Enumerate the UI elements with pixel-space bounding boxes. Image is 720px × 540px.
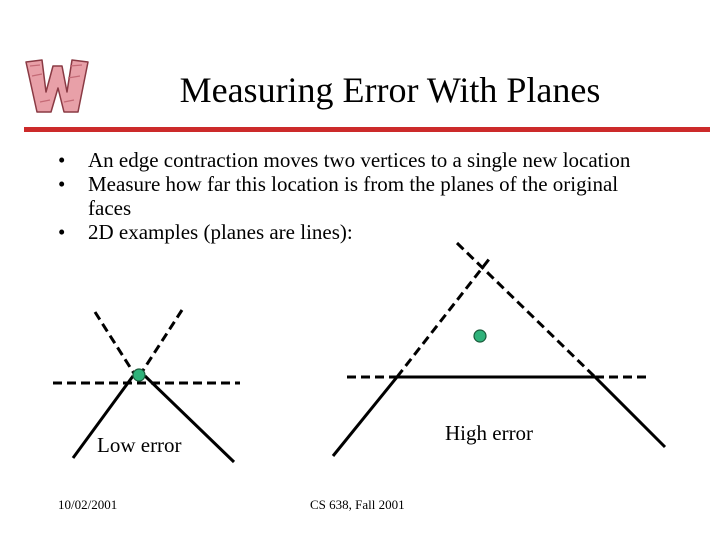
low-new-vertex [133,369,145,381]
bullet-text: 2D examples (planes are lines): [88,220,353,244]
bullet-dot-icon: • [58,172,66,196]
bullet-dot-icon: • [58,220,66,244]
high-face-right [595,377,665,447]
footer-course: CS 638, Fall 2001 [310,497,405,512]
low-plane-extension-left [95,312,135,375]
low-plane-extension-right [142,310,182,372]
high-new-vertex [474,330,486,342]
high-plane-extension-left [397,258,490,377]
bullet-text: An edge contraction moves two vertices to a single new location [88,148,631,172]
footer-date: 10/02/2001 [58,497,118,512]
high-face-left [333,377,397,456]
high-plane-extension-right [457,243,595,377]
bullet-dot-icon: • [58,148,66,172]
bullet-text: Measure how far this location is from the planes of the original faces [88,172,619,220]
high-error-label: High error [445,421,534,445]
slide-title: Measuring Error With Planes [179,70,601,110]
low-error-label: Low error [97,433,182,457]
